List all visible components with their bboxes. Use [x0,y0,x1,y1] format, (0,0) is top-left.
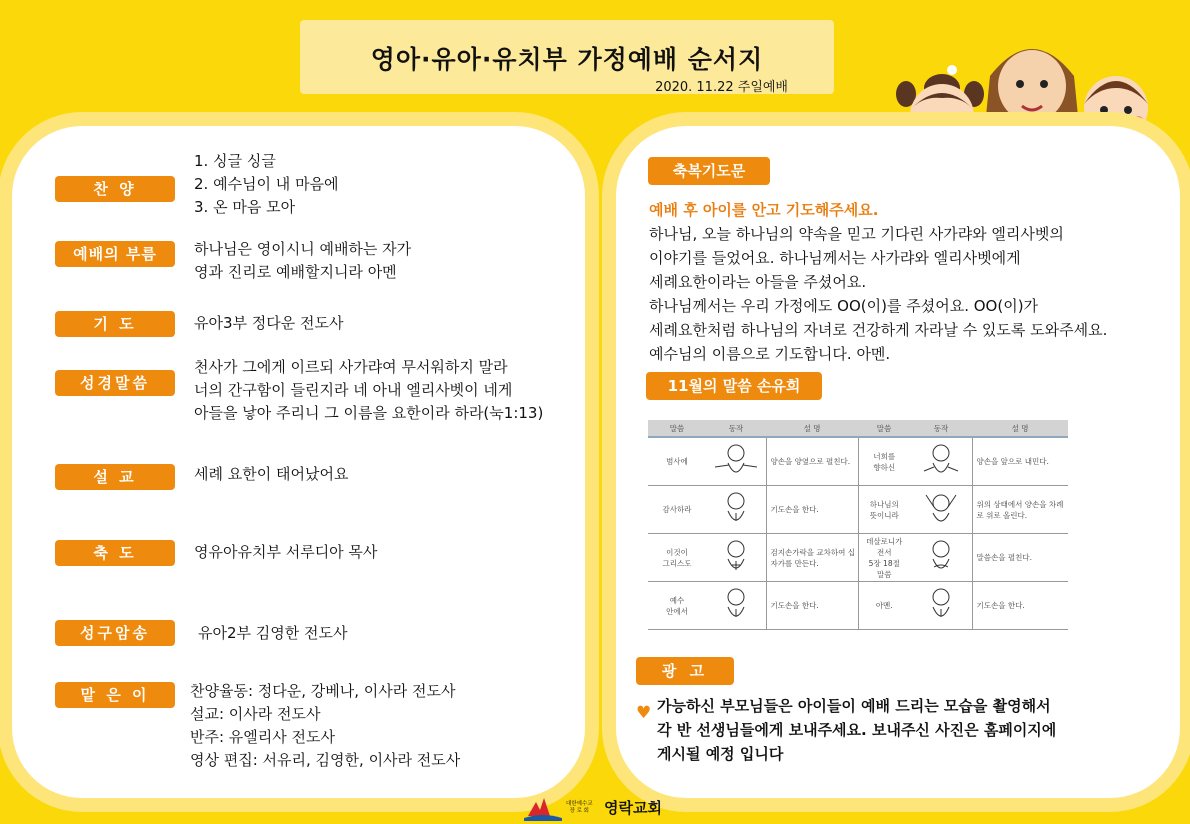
denomination-line-2: 장 로 회 [569,808,589,814]
header-motion: 동작 [910,420,972,437]
description-cell: 검지손가락을 교차하여 십자가를 만든다. [766,534,858,582]
child-praying-icon [711,585,761,625]
blessing-instruction: 예배 후 아이를 안고 기도해주세요. [649,201,879,219]
label-call-to-worship: 예배의 부름 [55,241,175,267]
blessing-line-1: 하나님, 오늘 하나님의 약속을 믿고 기다린 사가랴와 엘리사벳의 [649,225,1064,243]
description-cell: 기도손을 한다. [766,486,858,534]
blessing-line-6: 예수님의 이름으로 기도합니다. 아멘. [649,345,891,363]
table-row [648,582,1068,630]
word-cell: 아멘. [858,582,910,630]
praise-song-2: 2. 예수님이 내 마음에 [194,175,339,193]
word-cell: 너희를 향하신 [858,437,910,486]
header-motion: 동작 [706,420,766,437]
prayer-content [194,312,344,335]
page-title: 영아·유아·유치부 가정예배 순서지 [370,45,764,74]
description-cell: 기도손을 한다. [766,582,858,630]
scripture-line-1: 천사가 그에게 이르되 사가랴여 무서워하지 말라 [194,358,508,376]
praise-content [194,150,339,219]
denomination-line-1: 대한예수교 [566,801,593,807]
header-word: 말씀 [858,420,910,437]
table-row [648,486,1068,534]
motion-cell [706,486,766,534]
hand-motion-table [648,420,1068,630]
church-name: 영락교회 [604,799,662,817]
child-praying-icon [916,585,966,625]
label-hand-motions: 11월의 말씀 손유희 [646,372,822,400]
label-announcements: 광 고 [636,657,734,685]
label-prayer: 기 도 [55,311,175,337]
child-hands-forward-icon [916,441,966,481]
table-row [648,437,1068,486]
word-cell: 감사하라 [648,486,706,534]
prayer-leader: 유아3부 정다운 전도사 [194,314,344,332]
announcement-line-1: 가능하신 부모님들은 아이들이 예배 드리는 모습을 촬영해서 [657,697,1051,715]
motion-cell [910,437,972,486]
call-to-worship-line-1: 하나님은 영이시니 예배하는 자가 [194,240,412,258]
label-praise: 찬 양 [55,176,175,202]
description-cell: 위의 상태에서 양손을 차례로 위로 올린다. [972,486,1068,534]
child-cross-fingers-icon [711,537,761,577]
sermon-title: 세례 요한이 태어났어요 [194,465,349,483]
description-cell: 양손을 앞으로 내민다. [972,437,1068,486]
label-staff: 맡 은 이 [55,682,175,708]
scripture-content [194,356,543,425]
child-arms-open-icon [711,441,761,481]
word-cell: 하나님의 뜻이니라 [858,486,910,534]
announcement-text [657,694,1056,766]
scripture-line-2: 너의 간구함이 들린지라 네 아내 엘리사벳이 네게 [194,381,513,399]
header-word: 말씀 [648,420,706,437]
motion-cell [706,534,766,582]
title-box [300,20,834,94]
label-sermon: 설 교 [55,464,175,490]
blessing-line-3: 세례요한이라는 아들을 주셨어요. [649,273,867,291]
memory-verse-leader: 유아2부 김영한 전도사 [198,624,348,642]
table-header-row [648,420,1068,437]
service-date: 2020. 11.22 주일예배 [655,80,788,95]
blessing-line-4: 하나님께서는 우리 가정에도 OO(이)를 주셨어요. OO(이)가 [649,297,1039,315]
motion-cell [910,534,972,582]
description-cell: 양손을 양옆으로 펼친다. [766,437,858,486]
memory-verse-content [198,622,348,645]
description-cell: 말씀손을 펼친다. [972,534,1068,582]
label-memory-verse: 성구암송 [55,620,175,646]
child-open-book-icon [916,537,966,577]
table-row [648,534,1068,582]
child-praying-icon [711,489,761,529]
description-cell: 기도손을 한다. [972,582,1068,630]
blessing-line-2: 이야기를 들었어요. 하나님께서는 사가랴와 엘리사벳에게 [649,249,1021,267]
motion-cell [706,437,766,486]
word-cell: 데살로니가 전서 5장 18절 말씀 [858,534,910,582]
announcement-line-2: 각 반 선생님들에게 보내주세요. 보내주신 사진은 홈페이지에 [657,721,1057,739]
blessing-prayer-text [649,198,1107,366]
praise-song-1: 1. 싱글 싱글 [194,152,276,170]
label-benediction: 축 도 [55,540,175,566]
staff-line-1: 찬양율동: 정다운, 강베나, 이사라 전도사 [190,682,456,700]
call-to-worship-line-2: 영과 진리로 예배할지니라 아멘 [194,263,397,281]
label-scripture: 성경말씀 [55,370,175,396]
word-cell: 범사에 [648,437,706,486]
staff-line-3: 반주: 유엘리사 전도사 [190,728,336,746]
announcement-line-3: 게시될 예정 입니다 [657,745,784,763]
word-cell: 예수 안에서 [648,582,706,630]
benediction-content [194,541,377,564]
motion-cell [910,486,972,534]
scripture-line-3: 아들을 낳아 주리니 그 이름을 요한이라 하라(눅1:13) [194,404,544,422]
church-logo-icon [522,796,564,822]
benediction-leader: 영유아유치부 서루디아 목사 [194,543,378,561]
denomination-text [566,801,593,815]
staff-line-2: 설교: 이사라 전도사 [190,705,321,723]
header-description: 설 명 [972,420,1068,437]
staff-content [190,680,460,772]
praise-song-3: 3. 온 마음 모아 [194,198,296,216]
staff-line-4: 영상 편집: 서유리, 김영한, 이사라 전도사 [190,751,461,769]
blessing-line-5: 세례요한처럼 하나님의 자녀로 건강하게 자라날 수 있도록 도와주세요. [649,321,1108,339]
call-to-worship-content [194,238,411,284]
heart-icon: ♥ [636,703,652,723]
motion-cell [706,582,766,630]
sermon-content [194,463,348,486]
word-cell: 이것이 그리스도 [648,534,706,582]
header-description: 설 명 [766,420,858,437]
label-blessing-prayer: 축복기도문 [648,157,770,185]
child-hands-raised-icon [916,489,966,529]
motion-cell [910,582,972,630]
